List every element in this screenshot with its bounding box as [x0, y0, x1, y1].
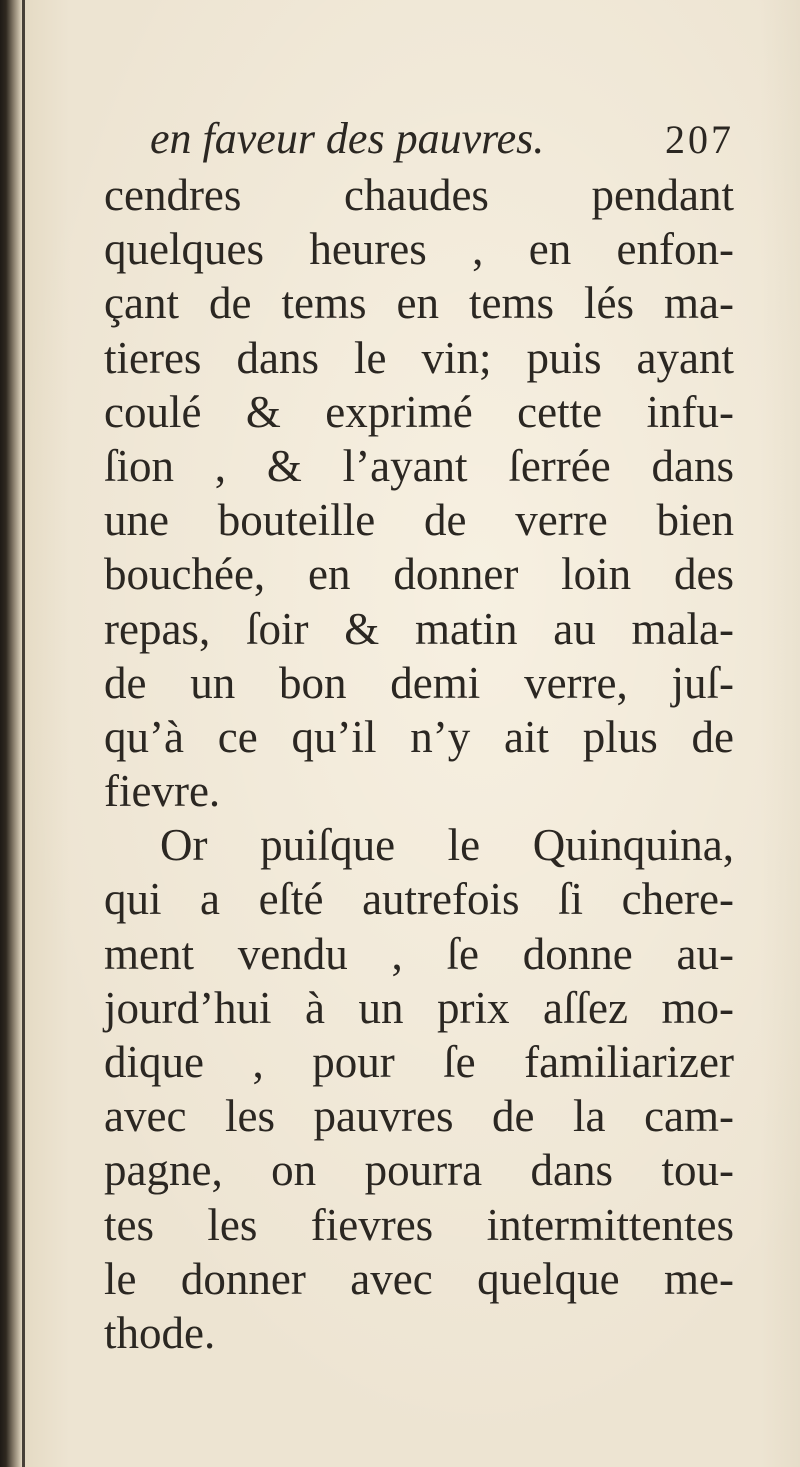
text-line: ment vendu , ſe donne au- [104, 928, 734, 979]
text-line: dique , pour ſe familiarizer [104, 1037, 734, 1087]
text-line: une bouteille de verre bien [104, 495, 734, 546]
text-line: fievre. [104, 766, 221, 817]
page-fold-line [22, 0, 25, 1467]
text-line: de un bon demi verre, juſ- [104, 657, 734, 708]
book-gutter [0, 0, 22, 1467]
text-line: quelques heures , en enfon- [104, 224, 734, 275]
text-line: çant de tems en tems lés ma- [104, 278, 734, 329]
paragraph-2 [104, 818, 734, 1360]
text-line: jourd’hui à un prix aſſez mo- [104, 982, 734, 1033]
text-line: le donner avec quelque me- [104, 1253, 734, 1304]
text-line: repas, ſoir & matin au mala- [104, 603, 734, 654]
text-line: coulé & exprimé cette infu- [104, 386, 734, 437]
page-number: 207 [665, 117, 734, 162]
text-line: pagne, on pourra dans tou- [104, 1145, 734, 1196]
running-header [104, 112, 734, 168]
text-block [104, 112, 734, 1360]
text-line: tieres dans le vin; puis ayant [104, 332, 734, 383]
text-line: cendres chaudes pendant [104, 170, 734, 220]
text-line: ſion , & l’ayant ſerrée dans [104, 440, 734, 491]
text-line: thode. [104, 1307, 216, 1358]
text-line: bouchée, en donner loin des [104, 549, 734, 600]
text-line: Or puiſque le Quinquina, [160, 820, 734, 871]
running-title: en faveur des pauvres. [150, 114, 545, 163]
paragraph-1 [104, 168, 734, 818]
text-line: tes les fievres intermittentes [104, 1199, 734, 1250]
text-line: avec les pauvres de la cam- [104, 1091, 734, 1142]
text-line: qu’à ce qu’il n’y ait plus de [104, 711, 734, 762]
text-line: qui a eſté autrefois ſi chere- [104, 874, 734, 925]
